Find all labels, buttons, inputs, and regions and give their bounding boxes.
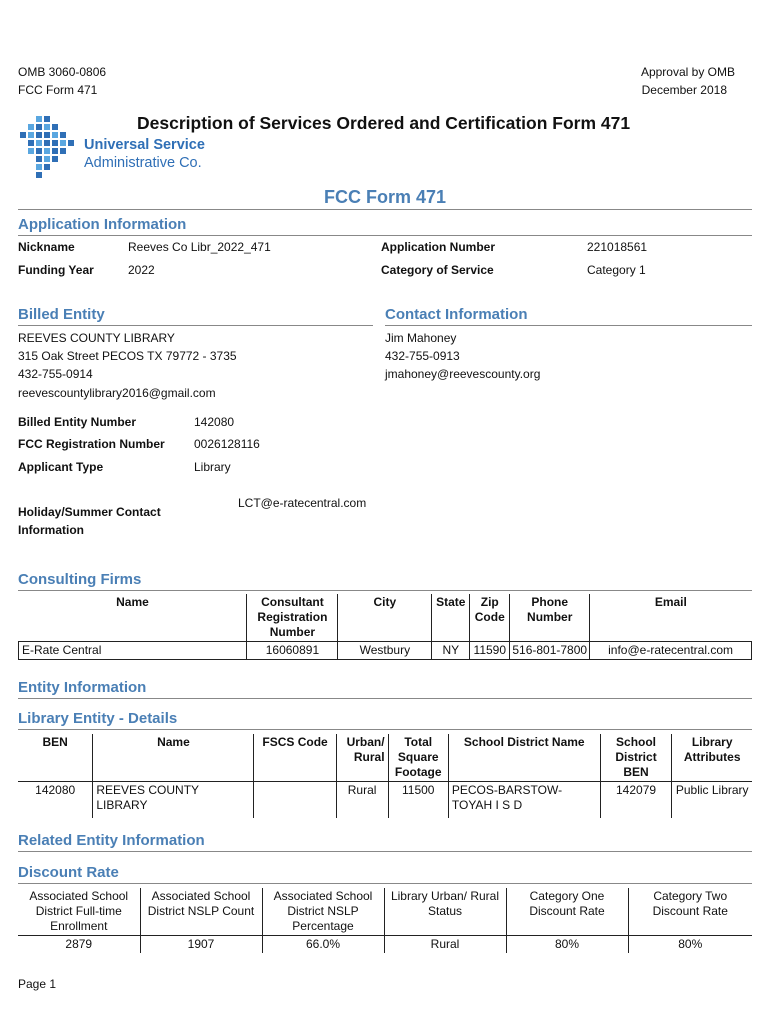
library-entity-table [18, 734, 752, 818]
cell-firm-name: E-Rate Central [19, 642, 247, 660]
cell-school-district: PECOS-BARSTOW-TOYAH I S D [448, 782, 600, 818]
cell-state: NY [432, 642, 470, 660]
section-billed-entity: Billed Entity [18, 306, 105, 323]
table-header-row [19, 594, 752, 642]
contact-phone: 432-755-0913 [385, 349, 460, 363]
col-fscs-code: FSCS Code [254, 734, 336, 782]
ben-label: Billed Entity Number [18, 415, 137, 429]
col-consultant-registration: Consultant Registration Number [247, 594, 338, 642]
billed-entity-name: REEVES COUNTY LIBRARY [18, 331, 175, 345]
usac-logo-icon [16, 114, 86, 184]
logo-line1: Universal Service [84, 137, 205, 153]
page-number: Page 1 [18, 977, 57, 991]
discount-rate-table [18, 888, 752, 953]
cell-registration: 16060891 [247, 642, 338, 660]
cell-ben: 142080 [18, 782, 93, 818]
approval-date: December 2018 [641, 83, 727, 97]
application-number-label: Application Number [381, 240, 496, 254]
table-row [18, 936, 752, 954]
applicant-type-value: Library [194, 460, 231, 474]
consulting-firms-table [18, 594, 752, 660]
table-row [18, 782, 752, 818]
billed-entity-address: 315 Oak Street PECOS TX 79772 - 3735 [18, 349, 237, 363]
col-cat2-discount: Category Two Discount Rate [628, 888, 752, 936]
col-phone: Phone Number [510, 594, 590, 642]
omb-approval: Approval by OMB [640, 65, 735, 79]
table-row [19, 642, 752, 660]
col-library-attributes: Library Attributes [672, 734, 752, 782]
page-title: Description of Services Ordered and Certification Form 471 [137, 113, 631, 133]
contact-email[interactable]: jmahoney@reevescounty.org [385, 367, 541, 381]
section-library-entity-details: Library Entity - Details [18, 710, 178, 727]
holiday-contact-value[interactable]: LCT@e-ratecentral.com [238, 496, 367, 510]
section-application-information: Application Information [18, 216, 187, 233]
holiday-contact-label-1: Holiday/Summer Contact [18, 505, 161, 519]
nickname-label: Nickname [18, 240, 75, 254]
nickname-value: Reeves Co Libr_2022_471 [128, 240, 271, 254]
cell-cat2-discount: 80% [628, 936, 752, 954]
col-name: Name [93, 734, 254, 782]
col-name: Name [116, 595, 149, 609]
col-ben: BEN [18, 734, 93, 782]
col-city: City [338, 594, 432, 642]
cell-nslp-count: 1907 [140, 936, 262, 954]
col-fulltime-enrollment: Associated School District Full-time Enrollment [18, 888, 140, 936]
section-consulting-firms: Consulting Firms [18, 571, 142, 588]
section-contact-information: Contact Information [385, 306, 528, 323]
col-email: Email [590, 594, 752, 642]
application-number-value: 221018561 [587, 240, 648, 254]
col-nslp-percentage: Associated School District NSLP Percentage [262, 888, 384, 936]
cell-zip: 11590 [470, 642, 510, 660]
omb-number: OMB 3060-0806 [18, 65, 107, 79]
col-school-district-ben: School District BEN [600, 734, 672, 782]
holiday-contact-label-2: Information [18, 523, 84, 537]
cell-nslp-percentage: 66.0% [262, 936, 384, 954]
cell-email[interactable]: info@e-ratecentral.com [590, 642, 752, 660]
cell-urban-rural: Rural [336, 782, 388, 818]
cell-phone: 516-801-7800 [510, 642, 590, 660]
cell-urban-rural: Rural [384, 936, 506, 954]
frn-label: FCC Registration Number [18, 437, 165, 451]
col-cat1-discount: Category One Discount Rate [506, 888, 628, 936]
cell-school-district-ben: 142079 [600, 782, 672, 818]
frn-value: 0026128116 [194, 437, 260, 451]
billed-entity-phone: 432-755-0914 [18, 367, 93, 381]
col-zip: Zip Code [470, 594, 510, 642]
cell-enrollment: 2879 [18, 936, 140, 954]
funding-year-value: 2022 [128, 263, 155, 277]
col-state: State [432, 594, 470, 642]
col-urban-rural: Urban/ Rural [336, 734, 388, 782]
section-related-entity: Related Entity Information [18, 832, 205, 849]
form-title: FCC Form 471 [323, 187, 447, 207]
section-discount-rate: Discount Rate [18, 864, 119, 881]
applicant-type-label: Applicant Type [18, 460, 104, 474]
contact-name: Jim Mahoney [385, 331, 457, 345]
category-value: Category 1 [587, 263, 646, 277]
category-label: Category of Service [381, 263, 494, 277]
table-header-row [18, 888, 752, 936]
form-label: FCC Form 471 [18, 83, 98, 97]
col-square-footage: Total Square Footage [388, 734, 448, 782]
cell-library-attributes: Public Library [672, 782, 752, 818]
section-entity-information: Entity Information [18, 679, 147, 696]
cell-cat1-discount: 80% [506, 936, 628, 954]
cell-fscs [254, 782, 336, 818]
table-header-row [18, 734, 752, 782]
col-urban-rural-status: Library Urban/ Rural Status [384, 888, 506, 936]
ben-value: 142080 [194, 415, 235, 429]
funding-year-label: Funding Year [18, 263, 94, 277]
cell-name: REEVES COUNTY LIBRARY [93, 782, 254, 818]
col-school-district: School District Name [448, 734, 600, 782]
cell-city: Westbury [338, 642, 432, 660]
cell-square-footage: 11500 [388, 782, 448, 818]
billed-entity-email[interactable]: reevescountylibrary2016@gmail.com [18, 386, 216, 400]
logo-line2: Administrative Co. [84, 155, 202, 171]
col-nslp-count: Associated School District NSLP Count [140, 888, 262, 936]
